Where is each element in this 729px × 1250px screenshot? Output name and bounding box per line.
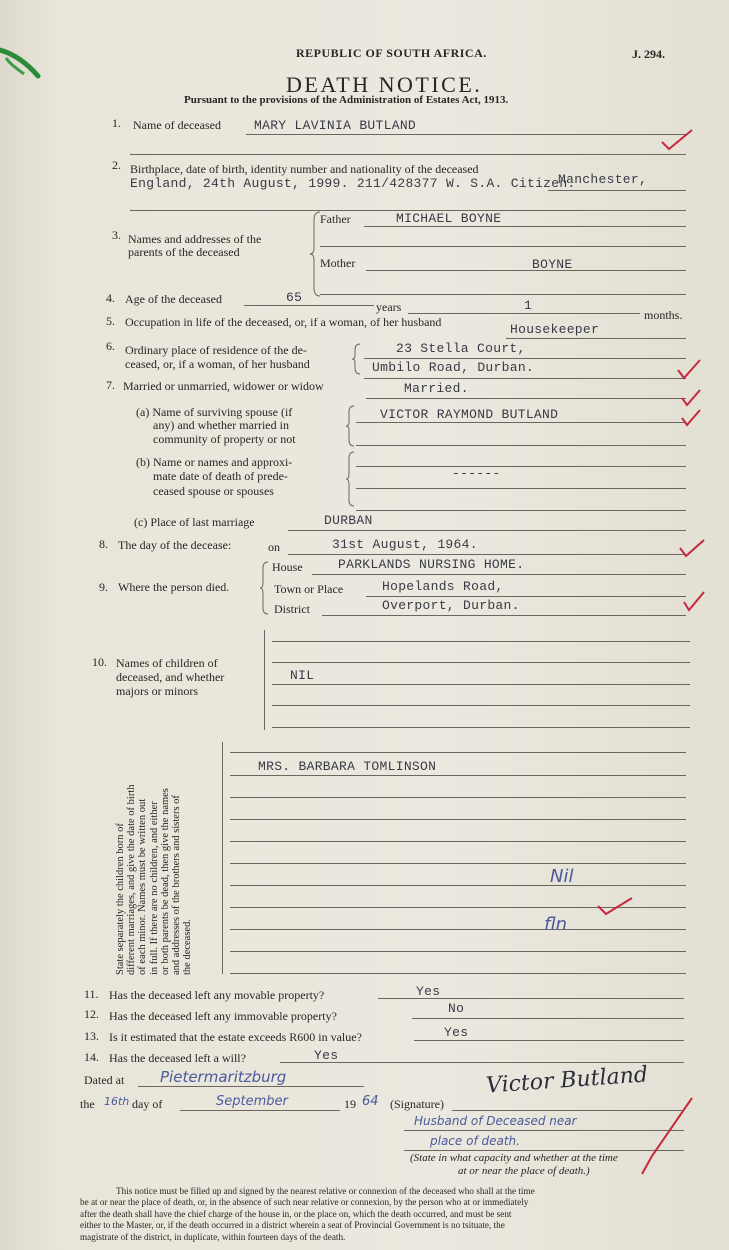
q11-value: Yes xyxy=(416,984,441,999)
q6-line-1 xyxy=(364,358,686,359)
q7c-line xyxy=(288,530,686,531)
brace-icon xyxy=(350,342,364,376)
footer-line: This notice must be filled up and signed by the nearest relative or connexion of the deceased who shall at the time xyxy=(116,1186,535,1196)
document-title: DEATH NOTICE. xyxy=(286,72,483,97)
q7a-label-2: any) and whether married in xyxy=(153,418,289,432)
q2-value-2: England, 24th August, 1999. 211/428377 W. S.A. Citizen. xyxy=(130,176,576,191)
q7a-value: VICTOR RAYMOND BUTLAND xyxy=(380,407,559,422)
siblings-line xyxy=(230,863,686,864)
father-line-2 xyxy=(320,246,686,247)
q7b-label-3: ceased spouse or spouses xyxy=(153,484,274,498)
q10-number: 10. xyxy=(92,655,107,669)
q4-years-value: 65 xyxy=(286,290,303,305)
dated-year: 64 xyxy=(362,1094,379,1109)
q10-label-2: deceased, and whether xyxy=(116,670,225,684)
capacity-line-1: Husband of Deceased near xyxy=(414,1114,577,1128)
dated-at-label: Dated at xyxy=(84,1073,125,1087)
check-mark-icon xyxy=(680,388,702,408)
q4-months-label: months. xyxy=(644,308,683,322)
q6-label-2: ceased, or, if a woman, of her husband xyxy=(125,357,310,371)
siblings-bracket xyxy=(222,742,223,974)
brace-icon xyxy=(344,450,358,508)
siblings-instructions xyxy=(115,735,193,975)
q10-label-1: Names of children of xyxy=(116,656,218,670)
capacity-instruction-2: at or near the place of death.) xyxy=(458,1165,590,1177)
siblings-line xyxy=(230,797,686,798)
q6-number: 6. xyxy=(106,339,115,353)
q4-months-line xyxy=(408,313,640,314)
q14-number: 14. xyxy=(84,1050,99,1064)
q12-label: Has the deceased left any immovable property? xyxy=(109,1009,337,1023)
q9-label: Where the person died. xyxy=(118,580,230,594)
form-number: J. 294. xyxy=(632,47,665,61)
district-value: Overport, Durban. xyxy=(382,598,520,613)
q1-line xyxy=(246,134,686,135)
town-line xyxy=(366,596,686,597)
q13-value: Yes xyxy=(444,1025,469,1040)
q7a-label-1: (a) Name of surviving spouse (if xyxy=(136,405,293,419)
q7-label: Married or unmarried, widower or widow xyxy=(123,379,324,393)
q7b-line-2 xyxy=(356,488,686,489)
q1-label: Name of deceased xyxy=(133,118,221,132)
siblings-line xyxy=(230,951,686,952)
instruction-line: of each minor. Names must be written out xyxy=(137,798,149,975)
q10-bracket xyxy=(264,630,265,730)
q13-line xyxy=(414,1040,684,1041)
instruction-line: the deceased. xyxy=(182,919,194,975)
handwritten-nil: Nil xyxy=(550,866,574,887)
dated-day: 16th xyxy=(104,1095,130,1108)
q8-number: 8. xyxy=(99,537,108,551)
q1-value: MARY LAVINIA BUTLAND xyxy=(254,118,417,133)
dated-month: September xyxy=(216,1094,288,1109)
check-mark-icon xyxy=(612,1096,694,1178)
brace-icon xyxy=(344,404,358,448)
house-line xyxy=(312,574,686,575)
siblings-line xyxy=(230,973,686,974)
q10-line-2 xyxy=(272,662,690,663)
q7b-line-3 xyxy=(356,510,686,511)
q4-years-line xyxy=(244,305,374,306)
dated-place-line xyxy=(138,1086,364,1087)
instruction-line: State separately the children born of xyxy=(115,823,126,975)
dated-place: Pietermaritzburg xyxy=(160,1068,287,1086)
father-line xyxy=(364,226,686,227)
dated-month-line xyxy=(180,1110,340,1111)
siblings-line xyxy=(230,775,686,776)
q14-label: Has the deceased left a will? xyxy=(109,1051,246,1065)
q7b-value: ------ xyxy=(452,466,501,481)
q2-number: 2. xyxy=(112,158,121,172)
father-value: MICHAEL BOYNE xyxy=(396,211,502,226)
q1-line-2 xyxy=(130,154,686,155)
check-mark-icon xyxy=(676,358,702,382)
q7a-line-2 xyxy=(356,445,686,446)
siblings-line xyxy=(230,885,686,886)
q4-months-value: 1 xyxy=(524,298,533,313)
q7a-line-1 xyxy=(356,422,686,423)
check-mark-icon xyxy=(680,408,702,428)
footer-line: magistrate of the district, in duplicate, within fourteen days of the death. xyxy=(80,1231,346,1242)
q14-line xyxy=(280,1062,684,1063)
check-mark-icon xyxy=(682,590,706,614)
siblings-line xyxy=(230,929,686,930)
mother-line xyxy=(366,270,686,271)
q7b-line-1 xyxy=(356,466,686,467)
mother-line-2 xyxy=(320,294,686,295)
q10-line-4 xyxy=(272,705,690,706)
q13-number: 13. xyxy=(84,1029,99,1043)
siblings-line xyxy=(230,819,686,820)
q7c-value: DURBAN xyxy=(324,513,373,528)
father-label: Father xyxy=(320,212,351,226)
q9-number: 9. xyxy=(99,580,108,594)
q4-years-label: years xyxy=(376,300,402,314)
q10-value: NIL xyxy=(290,668,315,683)
q8-value: 31st August, 1964. xyxy=(332,537,478,552)
q6-label-1: Ordinary place of residence of the de- xyxy=(125,343,307,357)
q10-line-3 xyxy=(272,684,690,685)
instruction-line: and addresses of the brothers and sisters of xyxy=(171,795,183,975)
district-label: District xyxy=(274,602,310,616)
mother-label: Mother xyxy=(320,256,356,270)
mother-value: BOYNE xyxy=(532,257,573,272)
q7c-label: (c) Place of last marriage xyxy=(134,515,255,529)
instruction-line: or both parents be dead, then give the names xyxy=(159,788,171,975)
q7a-label-3: community of property or not xyxy=(153,432,296,446)
q5-line xyxy=(506,338,686,339)
instruction-line: different marriages, and give the date of birth xyxy=(126,784,138,975)
q14-value: Yes xyxy=(314,1048,339,1063)
q13-label: Is it estimated that the estate exceeds R600 in value? xyxy=(109,1030,362,1044)
q3-label-1: Names and addresses of the xyxy=(128,232,262,246)
q12-number: 12. xyxy=(84,1007,99,1021)
footer-line: be at or near the place of death, or, in the absence of such near relative or connexion, by the person who at or immediately xyxy=(80,1197,529,1208)
q7b-label-1: (b) Name or names and approxi- xyxy=(136,455,293,469)
q10-label-3: majors or minors xyxy=(116,684,198,698)
house-label: House xyxy=(272,560,303,574)
district-line xyxy=(322,615,686,616)
q11-label: Has the deceased left any movable property? xyxy=(109,988,325,1002)
town-value: Hopelands Road, xyxy=(382,579,504,594)
q11-number: 11. xyxy=(84,987,99,1001)
q6-value-2: Umbilo Road, Durban. xyxy=(372,360,535,375)
q8-on: on xyxy=(268,540,280,554)
q10-line-1 xyxy=(272,641,690,642)
sibling-value: MRS. BARBARA TOMLINSON xyxy=(258,759,437,774)
q4-number: 4. xyxy=(106,291,115,305)
the-label: the xyxy=(80,1097,95,1111)
q6-value-1: 23 Stella Court, xyxy=(396,341,526,356)
q12-value: No xyxy=(448,1001,465,1016)
capacity-instruction-1: (State in what capacity and whether at the time xyxy=(410,1152,618,1164)
q1-number: 1. xyxy=(112,116,121,130)
check-mark-icon xyxy=(678,538,706,560)
house-value: PARKLANDS NURSING HOME. xyxy=(338,557,525,572)
capacity-line-2: place of death. xyxy=(430,1134,520,1148)
q7b-label-2: mate date of death of prede- xyxy=(153,469,288,483)
q5-value: Housekeeper xyxy=(510,322,600,337)
footer-line: either to the Master, or, if the death occurred in a district wherein a seat of Provincial Government is no tsituate, the xyxy=(80,1220,505,1231)
siblings-line xyxy=(230,841,686,842)
signature-label: (Signature) xyxy=(390,1097,444,1111)
check-mark-icon xyxy=(660,128,694,152)
footer-line: after the death shall have the chief charge of the house in, or the place on, which the death occurred, and must be sent xyxy=(80,1208,512,1219)
q3-label-2: parents of the deceased xyxy=(128,245,240,259)
green-tag-icon xyxy=(0,40,42,85)
signature: Victor Butland xyxy=(485,1062,649,1099)
q5-label: Occupation in life of the deceased, or, if a woman, of her husband xyxy=(125,315,442,329)
handwritten-initials: fln xyxy=(544,914,568,935)
day-of-label: day of xyxy=(132,1097,163,1111)
q10-line-5 xyxy=(272,727,690,728)
siblings-line xyxy=(230,752,686,753)
q5-number: 5. xyxy=(106,314,115,328)
footer-notice xyxy=(80,1186,680,1243)
q3-number: 3. xyxy=(112,228,121,242)
check-mark-icon xyxy=(596,896,634,918)
instruction-line: in full. If there are no children, and either xyxy=(148,801,160,975)
q4-label: Age of the deceased xyxy=(125,292,222,306)
q7-line xyxy=(366,398,686,399)
q2-label: Birthplace, date of birth, identity number and nationality of the deceased xyxy=(130,162,479,176)
q8-line xyxy=(288,554,686,555)
document-subtitle: Pursuant to the provisions of the Administration of Estates Act, 1913. xyxy=(184,94,509,106)
q2-value-1: Manchester, xyxy=(558,172,648,187)
q12-line xyxy=(412,1018,684,1019)
q6-line-2 xyxy=(364,378,686,379)
country-heading: REPUBLIC OF SOUTH AFRICA. xyxy=(296,46,487,60)
q7-value: Married. xyxy=(404,381,469,396)
q11-line xyxy=(378,998,684,999)
year-prefix: 19 xyxy=(344,1097,356,1111)
q8-label: The day of the decease: xyxy=(118,538,232,552)
q7-number: 7. xyxy=(106,378,115,392)
town-label: Town or Place xyxy=(274,582,344,596)
brace-icon xyxy=(258,560,272,616)
